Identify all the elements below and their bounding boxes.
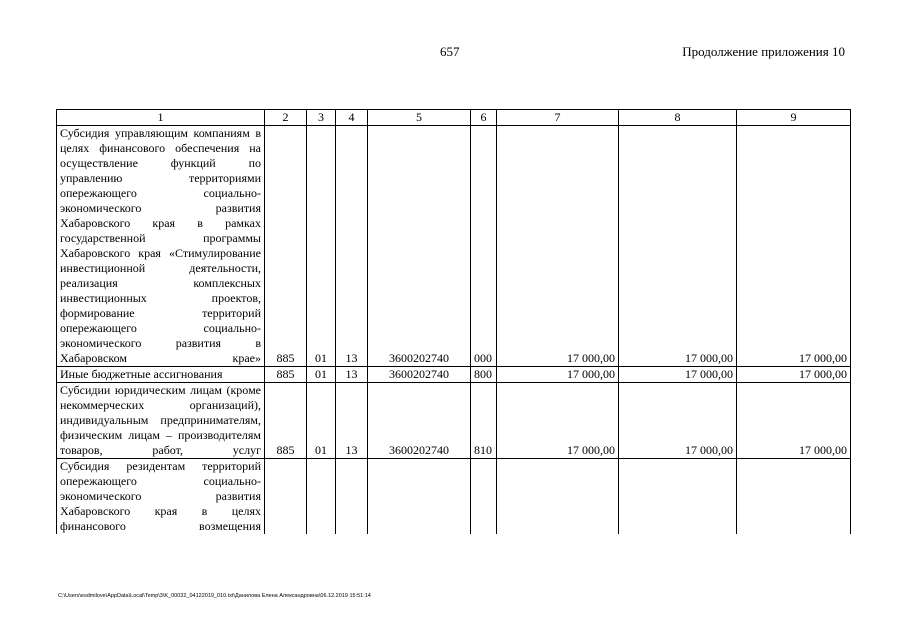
column-header: 5 [368,110,471,126]
cell-target-article: 3600202740 [368,383,471,459]
cell-grbs [265,459,307,535]
table-row [57,383,851,459]
cell-amount [737,459,851,535]
cell-amount: 17 000,00 [497,126,619,367]
row-name: Иные бюджетные ассигнования [57,367,265,383]
cell-expense-type [471,459,497,535]
row-name: Субсидии юридическим лицам (кроме некоммерческих организаций), индивидуальным предпринимателям, физическим лицам – производителям товаров, работ, услуг [57,383,265,459]
table-row [57,459,851,535]
cell-subsection: 13 [336,367,368,383]
cell-grbs: 885 [265,383,307,459]
cell-target-article: 3600202740 [368,126,471,367]
cell-grbs: 885 [265,126,307,367]
table-row [57,126,851,367]
cell-target-article: 3600202740 [368,367,471,383]
column-header: 8 [619,110,737,126]
cell-amount: 17 000,00 [619,126,737,367]
cell-amount: 17 000,00 [497,383,619,459]
cell-amount: 17 000,00 [737,126,851,367]
cell-amount: 17 000,00 [737,383,851,459]
column-header: 3 [307,110,336,126]
table-header-row [57,110,851,126]
column-header: 1 [57,110,265,126]
table-row [57,367,851,383]
row-name: Субсидия управляющим компаниям в целях финансового обеспечения на осуществление функций по управлению территориями опережающего социально-экономического развития Хабаровского края в рамках государственной программы Хабаровского края «Стимулирование инвестиционной деятельности, реализация комплексных инвестиционных проектов, формирование территорий опережающего социально-экономического развития в Хабаровском крае» [57,126,265,367]
cell-section: 01 [307,367,336,383]
cell-grbs: 885 [265,367,307,383]
cell-amount: 17 000,00 [737,367,851,383]
continuation-label: Продолжение приложения 10 [682,44,845,59]
cell-subsection: 13 [336,383,368,459]
column-header: 7 [497,110,619,126]
cell-subsection: 13 [336,126,368,367]
cell-section: 01 [307,383,336,459]
column-header: 9 [737,110,851,126]
cell-target-article [368,459,471,535]
budget-table [56,109,851,534]
cell-amount [619,459,737,535]
cell-amount: 17 000,00 [619,367,737,383]
cell-amount: 17 000,00 [619,383,737,459]
page-number: 657 [440,44,460,59]
cell-amount: 17 000,00 [497,367,619,383]
row-name: Субсидия резидентам территорий опережающего социально-экономического развития Хабаровского края в целях финансового возмещения [57,459,265,535]
file-path-footer: C:\Users\esdmilove\AppData\Local\Temp\3\K_00032_04122019_010.txt\Данилова Елена Александровна\06.12.2019 15:51:14 [58,593,371,599]
cell-amount [497,459,619,535]
column-header: 4 [336,110,368,126]
cell-expense-type: 000 [471,126,497,367]
column-header: 2 [265,110,307,126]
cell-section: 01 [307,126,336,367]
cell-subsection [336,459,368,535]
column-header: 6 [471,110,497,126]
cell-expense-type: 800 [471,367,497,383]
cell-expense-type: 810 [471,383,497,459]
cell-section [307,459,336,535]
